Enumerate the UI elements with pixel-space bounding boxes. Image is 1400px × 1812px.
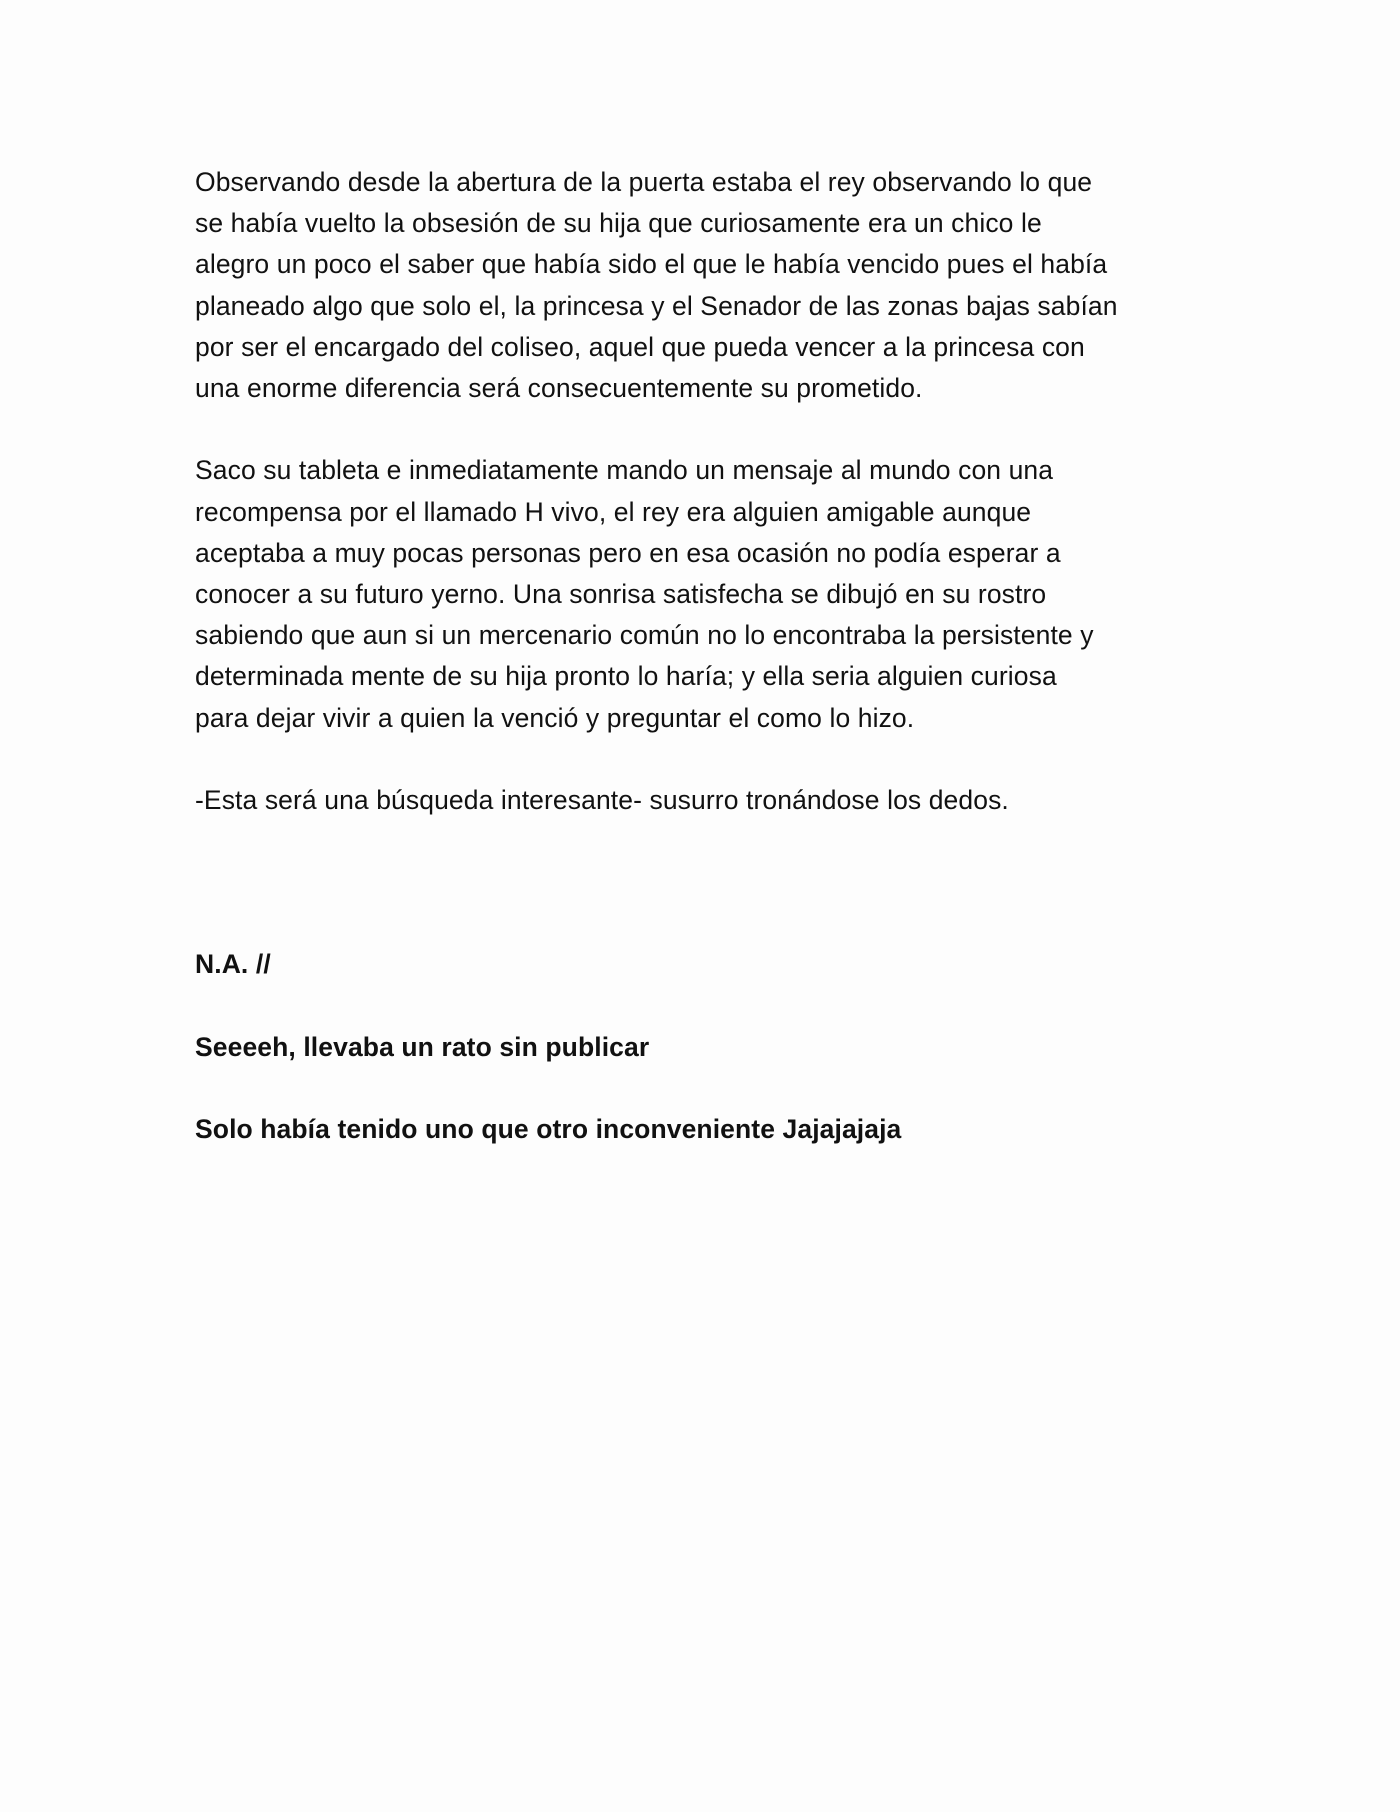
text-line: -Esta será una búsqueda interesante- susurro tronándose los dedos.: [195, 785, 1009, 816]
author-note-line: Solo había tenido uno que otro inconveniente Jajajajaja: [195, 1114, 902, 1145]
blank-space: [195, 862, 1205, 944]
text-line: Observando desde la abertura de la puerta estaba el rey observando lo que: [195, 167, 1093, 197]
document-body: [195, 162, 1205, 1192]
text-line: planeado algo que solo el, la princesa y el Senador de las zonas bajas sabían: [195, 290, 1118, 321]
text-line: conocer a su futuro yerno. Una sonrisa satisfecha se dibujó en su rostro: [195, 579, 1047, 610]
text-line: para dejar vivir a quien la venció y preguntar el como lo hizo.: [195, 702, 915, 733]
author-note-line: Seeeeh, llevaba un rato sin publicar: [195, 1031, 650, 1062]
paragraph-3: [195, 780, 1205, 821]
text-line: una enorme diferencia será consecuentemente su prometido.: [195, 373, 923, 404]
paragraph-2: [195, 450, 1205, 738]
text-line: aceptaba a muy pocas personas pero en esa ocasión no podía esperar a: [195, 537, 1061, 568]
text-line: se había vuelto la obsesión de su hija que curiosamente era un chico le: [195, 208, 1042, 239]
paragraph-1: [195, 162, 1205, 409]
text-line: determinada mente de su hija pronto lo haría; y ella seria alguien curiosa: [195, 661, 1057, 692]
text-line: por ser el encargado del coliseo, aquel que pueda vencer a la princesa con: [195, 331, 1085, 362]
text-line: recompensa por el llamado H vivo, el rey era alguien amigable aunque: [195, 496, 1032, 527]
text-line: sabiendo que aun si un mercenario común no lo encontraba la persistente y: [195, 620, 1094, 651]
text-line: Saco su tableta e inmediatamente mando un mensaje al mundo con una: [195, 455, 1054, 486]
text-line: alegro un poco el saber que había sido el que le había vencido pues el había: [195, 249, 1108, 280]
author-note-heading: N.A. //: [195, 949, 271, 980]
